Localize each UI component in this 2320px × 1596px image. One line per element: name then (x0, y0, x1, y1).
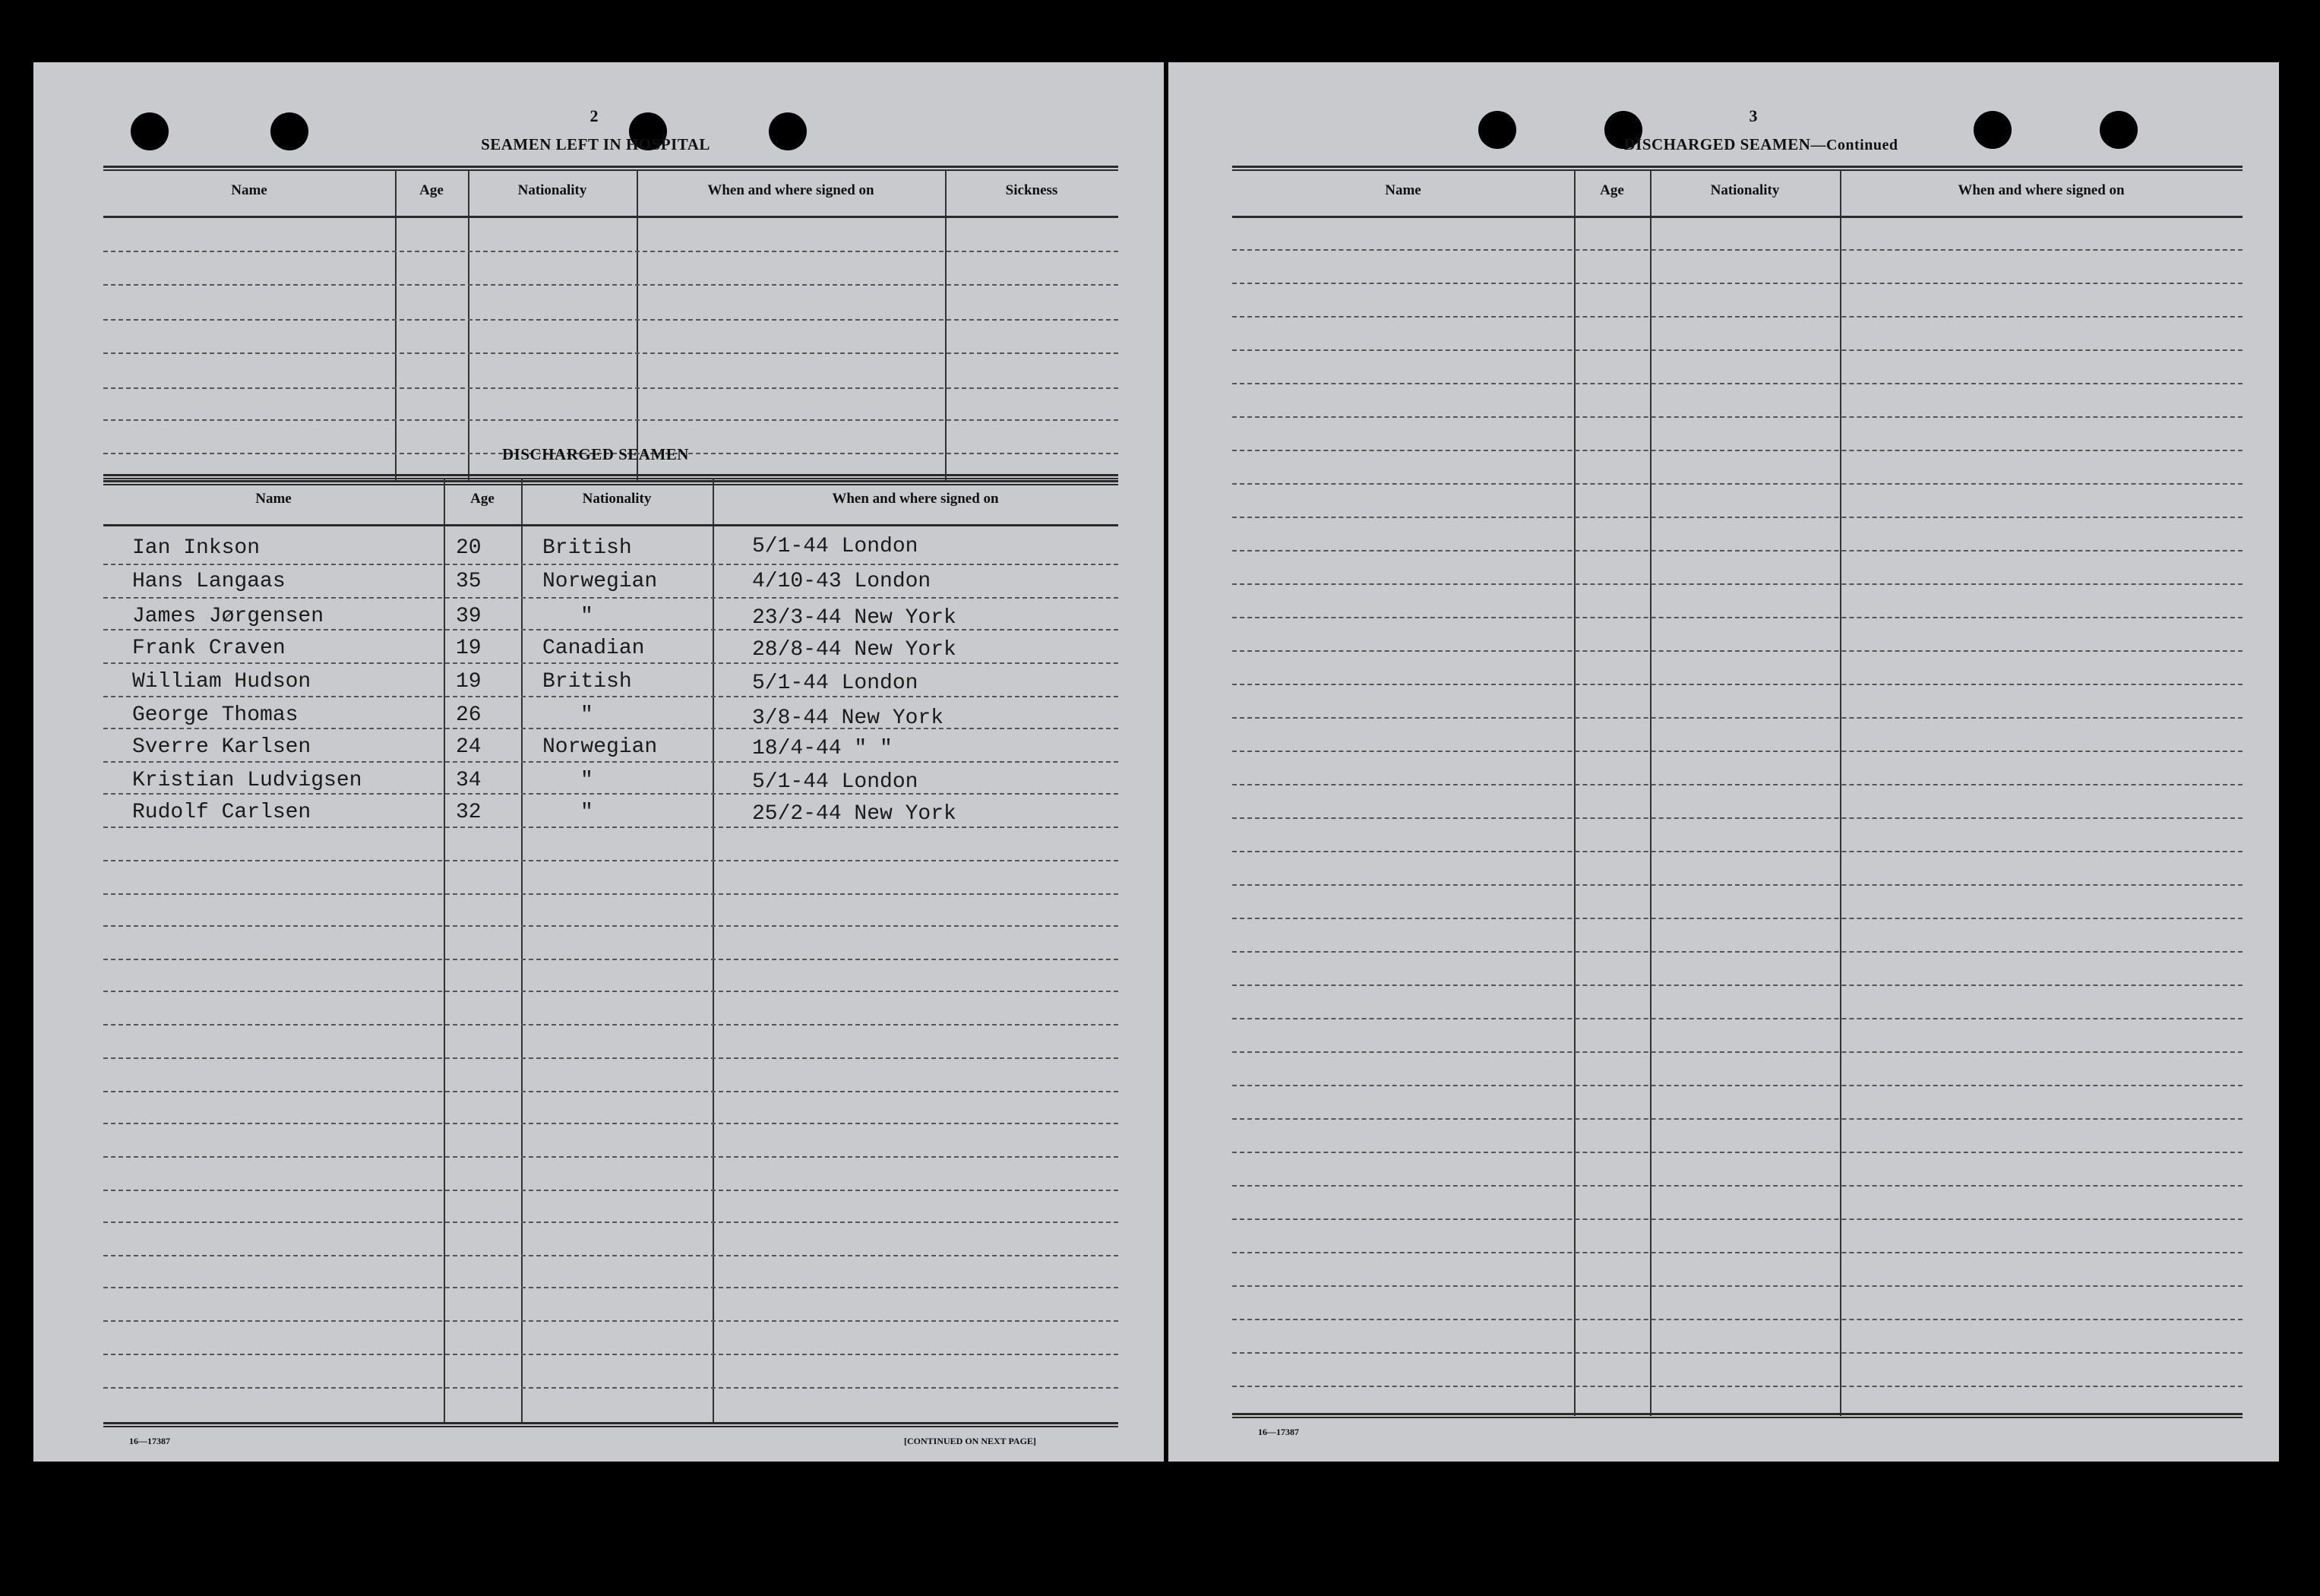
signed-on: 23/3-44 New York (752, 606, 956, 630)
signed-on: 18/4-44 " " (752, 737, 893, 760)
seaman-nationality: " (580, 605, 593, 628)
seaman-name: Sverre Karlsen (132, 735, 311, 759)
right-page (1168, 62, 2279, 1462)
seaman-nationality: " (580, 801, 593, 824)
signed-on: 5/1-44 London (752, 770, 918, 794)
signed-on: 4/10-43 London (752, 570, 931, 593)
seaman-name: Rudolf Carlsen (132, 801, 311, 824)
column-header: Nationality (1710, 182, 1780, 198)
column-header: Name (1385, 182, 1421, 198)
column-header: Name (231, 182, 267, 198)
section-title-suffix: —Continued (1810, 137, 1898, 153)
seaman-age: 24 (456, 735, 482, 759)
punch-hole (270, 112, 308, 150)
form-number: 16—17387 (129, 1436, 170, 1446)
column-header: Nationality (517, 182, 587, 198)
seaman-name: Ian Inkson (132, 536, 261, 560)
column-header: Age (1600, 182, 1624, 198)
seaman-age: 39 (456, 605, 482, 628)
seaman-name: Hans Langaas (132, 570, 286, 593)
column-header: When and where signed on (832, 491, 999, 507)
column-header: Sickness (1005, 182, 1058, 198)
signed-on: 5/1-44 London (752, 535, 918, 558)
punch-hole (1974, 111, 2012, 149)
seaman-nationality: Norwegian (542, 570, 658, 593)
column-header: Age (470, 491, 495, 507)
seaman-name: William Hudson (132, 670, 311, 694)
seaman-nationality: " (580, 769, 593, 792)
seaman-name: James Jørgensen (132, 605, 324, 628)
form-number: 16—17387 (1258, 1427, 1299, 1437)
continued-note: [CONTINUED ON NEXT PAGE] (904, 1436, 1036, 1446)
punch-hole (2100, 111, 2138, 149)
seaman-nationality: Canadian (542, 637, 645, 660)
seaman-nationality: British (542, 670, 632, 694)
column-header: Age (419, 182, 444, 198)
seaman-nationality: " (580, 703, 593, 727)
seaman-nationality: Norwegian (542, 735, 658, 759)
seaman-age: 19 (456, 637, 482, 660)
signed-on: 25/2-44 New York (752, 802, 956, 826)
seaman-age: 32 (456, 801, 482, 824)
left-page (33, 62, 1164, 1462)
discharged-section-title: DISCHARGED SEAMEN (502, 445, 689, 463)
column-header: Name (255, 491, 292, 507)
seaman-name: Frank Craven (132, 637, 286, 660)
punch-hole (769, 112, 807, 150)
seaman-name: George Thomas (132, 703, 299, 727)
hospital-section-title: SEAMEN LEFT IN HOSPITAL (481, 135, 710, 153)
section-title-text: DISCHARGED SEAMEN (1623, 135, 1811, 153)
punch-hole (131, 112, 169, 150)
seaman-age: 20 (456, 536, 482, 560)
column-header: Nationality (582, 491, 652, 507)
punch-hole (1478, 111, 1516, 149)
seaman-name: Kristian Ludvigsen (132, 769, 362, 792)
seaman-age: 26 (456, 703, 482, 727)
seaman-age: 19 (456, 670, 482, 694)
seaman-nationality: British (542, 536, 632, 560)
page-number: 2 (589, 106, 599, 125)
column-header: When and where signed on (1958, 182, 2125, 198)
page-number: 3 (1749, 106, 1758, 125)
seaman-age: 34 (456, 769, 482, 792)
signed-on: 28/8-44 New York (752, 638, 956, 662)
signed-on: 3/8-44 New York (752, 706, 944, 730)
signed-on: 5/1-44 London (752, 672, 918, 695)
column-header: When and where signed on (707, 182, 874, 198)
seaman-age: 35 (456, 570, 482, 593)
continued-section-title (1571, 135, 1951, 154)
